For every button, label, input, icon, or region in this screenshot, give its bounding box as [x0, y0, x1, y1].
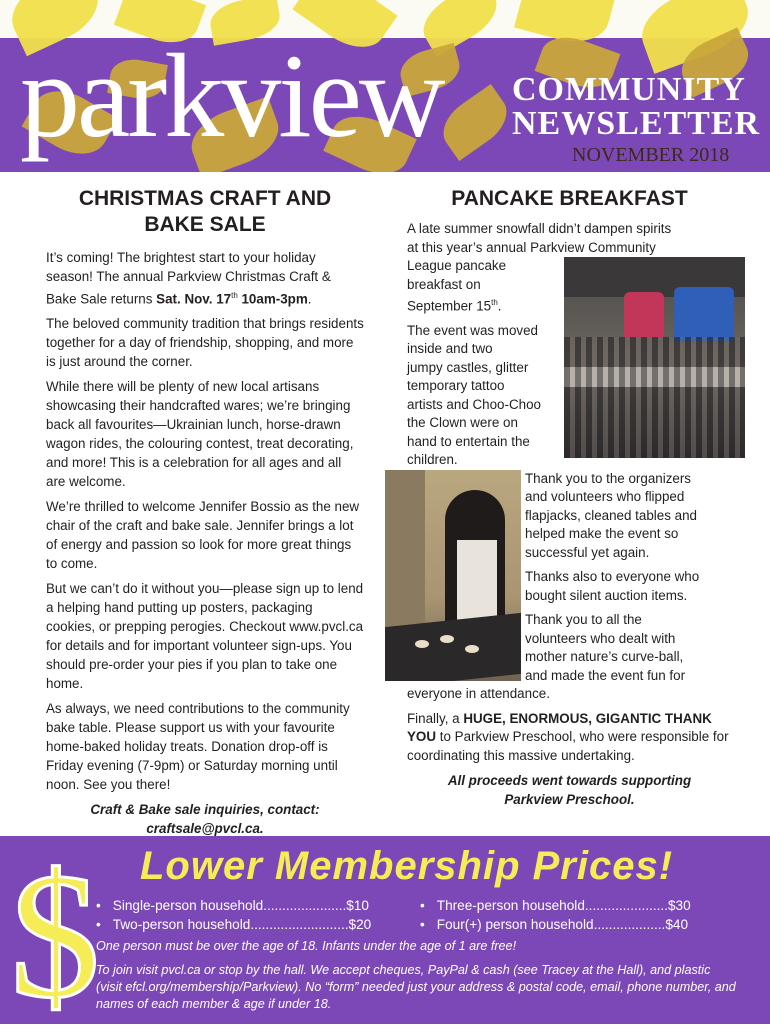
photo-crowd [564, 337, 745, 458]
text-line: jumpy castles, glitter [407, 359, 529, 375]
article-paragraph: While there will be plenty of new local artisans showcasing their handcrafted wares; we’re bringing back all favourites—Ukrainian lunch, horse-drawn wagon rides, the colouring contest, treat decorating, and more! This is a celebration for all ages and all are welcome. [46, 379, 354, 490]
text-line: breakfast on [407, 276, 481, 292]
masthead-community: COMMUNITY [512, 71, 746, 108]
text-line: hand to entertain the [407, 433, 530, 449]
sale-date: Sat. Nov. 17 [156, 291, 232, 307]
masthead [0, 0, 770, 172]
article-paragraph: But we can’t do it without you—please sign up to lend a helping hand putting up posters, packaging cookies, or prepping perogies. Checkout www.pvcl.ca for details and for important volunteer sign-ups. You should pre-order your pies if you plan to take one home. [46, 581, 364, 692]
price-value: $40 [665, 917, 689, 932]
price-label: Single-person household [112, 898, 264, 913]
article-paragraph: The beloved community tradition that brings residents together for a day of friendship, shopping, and more is just around the corner. [46, 316, 364, 370]
text-line: temporary tattoo [407, 378, 505, 394]
text-line: everyone in attendance. [407, 686, 550, 702]
contact-line: Craft & Bake sale inquiries, contact: [90, 802, 320, 818]
closing-line: Parkview Preschool. [504, 792, 635, 808]
article-paragraph: We’re thrilled to welcome Jennifer Bossio as the new chair of the craft and bake sale. Jennifer brings a lot of energy and passion so look for more great things to come. [46, 499, 360, 572]
text-fragment: September 15 [407, 298, 492, 314]
text-fragment: . [497, 298, 502, 314]
article-paragraph [46, 248, 364, 308]
text-line: successful yet again. [525, 544, 650, 560]
text-line: and volunteers who flipped [525, 489, 685, 505]
article-heading-line1: CHRISTMAS CRAFT AND [78, 187, 332, 210]
article-heading: PANCAKE BREAKFAST [451, 187, 688, 210]
price-label: Two-person household [112, 917, 251, 932]
text-line: mother nature’s curve-ball, [525, 649, 684, 665]
text-fragment: to Parkview Preschool, who were responsible for coordinating this massive undertaking. [407, 729, 729, 763]
newsletter-brand: parkview [20, 29, 443, 162]
paragraph-text: . [307, 291, 312, 307]
issue-date: NOVEMBER 2018 [572, 144, 730, 166]
pancake-breakfast-crowd-photo [564, 257, 745, 458]
text-line: Thanks also to everyone who [525, 569, 700, 585]
age-note: One person must be over the age of 18. Infants under the age of 1 are free! [96, 939, 517, 953]
price-list-left [96, 896, 406, 934]
price-label: Four(+) person household [436, 917, 594, 932]
text-line: bought silent auction items. [525, 587, 688, 603]
price-value: $20 [348, 917, 372, 932]
text-line: The event was moved [407, 322, 538, 338]
article-paragraph: As always, we need contributions to the community bake table. Please support us with your favourite home-baked holiday treats. Donation drop-off is Friday evening (7-9pm) or Saturday morning until noon. See you there! [46, 701, 350, 793]
text-line: flapjacks, cleaned tables and [525, 507, 697, 523]
price-item [420, 896, 730, 915]
paragraph-text: It’s coming! The brightest start to your holiday season! The annual Parkview Christmas Craft & Bake Sale returns [46, 250, 331, 307]
thank-you-emphasis: HUGE, ENORMOUS, GIGANTIC THANK YOU [407, 710, 712, 745]
masthead-newsletter: NEWSLETTER [512, 105, 761, 142]
dollar-sign-icon: $ [10, 836, 100, 1035]
price-leader: ................... [593, 917, 666, 932]
text-line: helped make the event so [525, 526, 679, 542]
photo-pancake [415, 640, 429, 648]
text-line: at this year’s annual Parkview Community [407, 239, 656, 255]
membership-title: Lower Membership Prices! [140, 844, 674, 888]
photo-pancake [465, 645, 479, 653]
text-line: League pancake [407, 258, 507, 273]
text-line: artists and Choo-Choo [407, 396, 541, 412]
membership-banner [0, 836, 770, 1035]
photo-bouncy-castle [624, 292, 664, 337]
sale-time: 10am-3pm [237, 291, 308, 307]
closing-line: All proceeds went towards supporting [447, 773, 692, 789]
price-item [420, 915, 730, 934]
date-suffix: th [491, 298, 498, 307]
text-line: A late summer snowfall didn’t dampen spirits [407, 221, 672, 236]
photo-pancake [440, 635, 454, 643]
photo-bouncy-castle [674, 287, 734, 342]
price-leader: ...................... [263, 898, 347, 913]
volunteer-cooking-photo [385, 470, 521, 681]
price-value: $10 [346, 898, 369, 913]
text-fragment: Finally, a [407, 710, 464, 726]
text-line: volunteers who dealt with [525, 630, 676, 646]
price-value: $30 [667, 898, 691, 913]
date-suffix: th [231, 291, 238, 300]
contact-email[interactable]: craftsale@pvcl.ca. [146, 821, 264, 837]
price-leader: ...................... [584, 898, 668, 913]
text-line: children. [407, 452, 458, 468]
price-list-right [420, 896, 730, 934]
text-line: the Clown were on [407, 415, 518, 431]
text-line: and made the event fun for [525, 667, 686, 683]
price-item [96, 896, 406, 915]
price-leader: .......................... [250, 917, 349, 932]
price-label: Three-person household [436, 898, 585, 913]
price-item [96, 915, 406, 934]
craft-sale-article [46, 186, 364, 838]
join-instructions: To join visit pvcl.ca or stop by the hall. We accept cheques, PayPal & cash (see Tracey at the Hall), and plastic (visit efcl.org/membership/Parkview). No “form” needed just your address & postal code, email, phone number, and names of each member & age if under 18. [96, 963, 736, 1011]
text-line: inside and two [407, 341, 493, 357]
text-line: Thank you to all the [525, 612, 642, 628]
article-paragraph [407, 710, 732, 766]
text-line: Thank you to the organizers [525, 470, 691, 486]
article-heading-line2: BAKE SALE [144, 213, 266, 236]
